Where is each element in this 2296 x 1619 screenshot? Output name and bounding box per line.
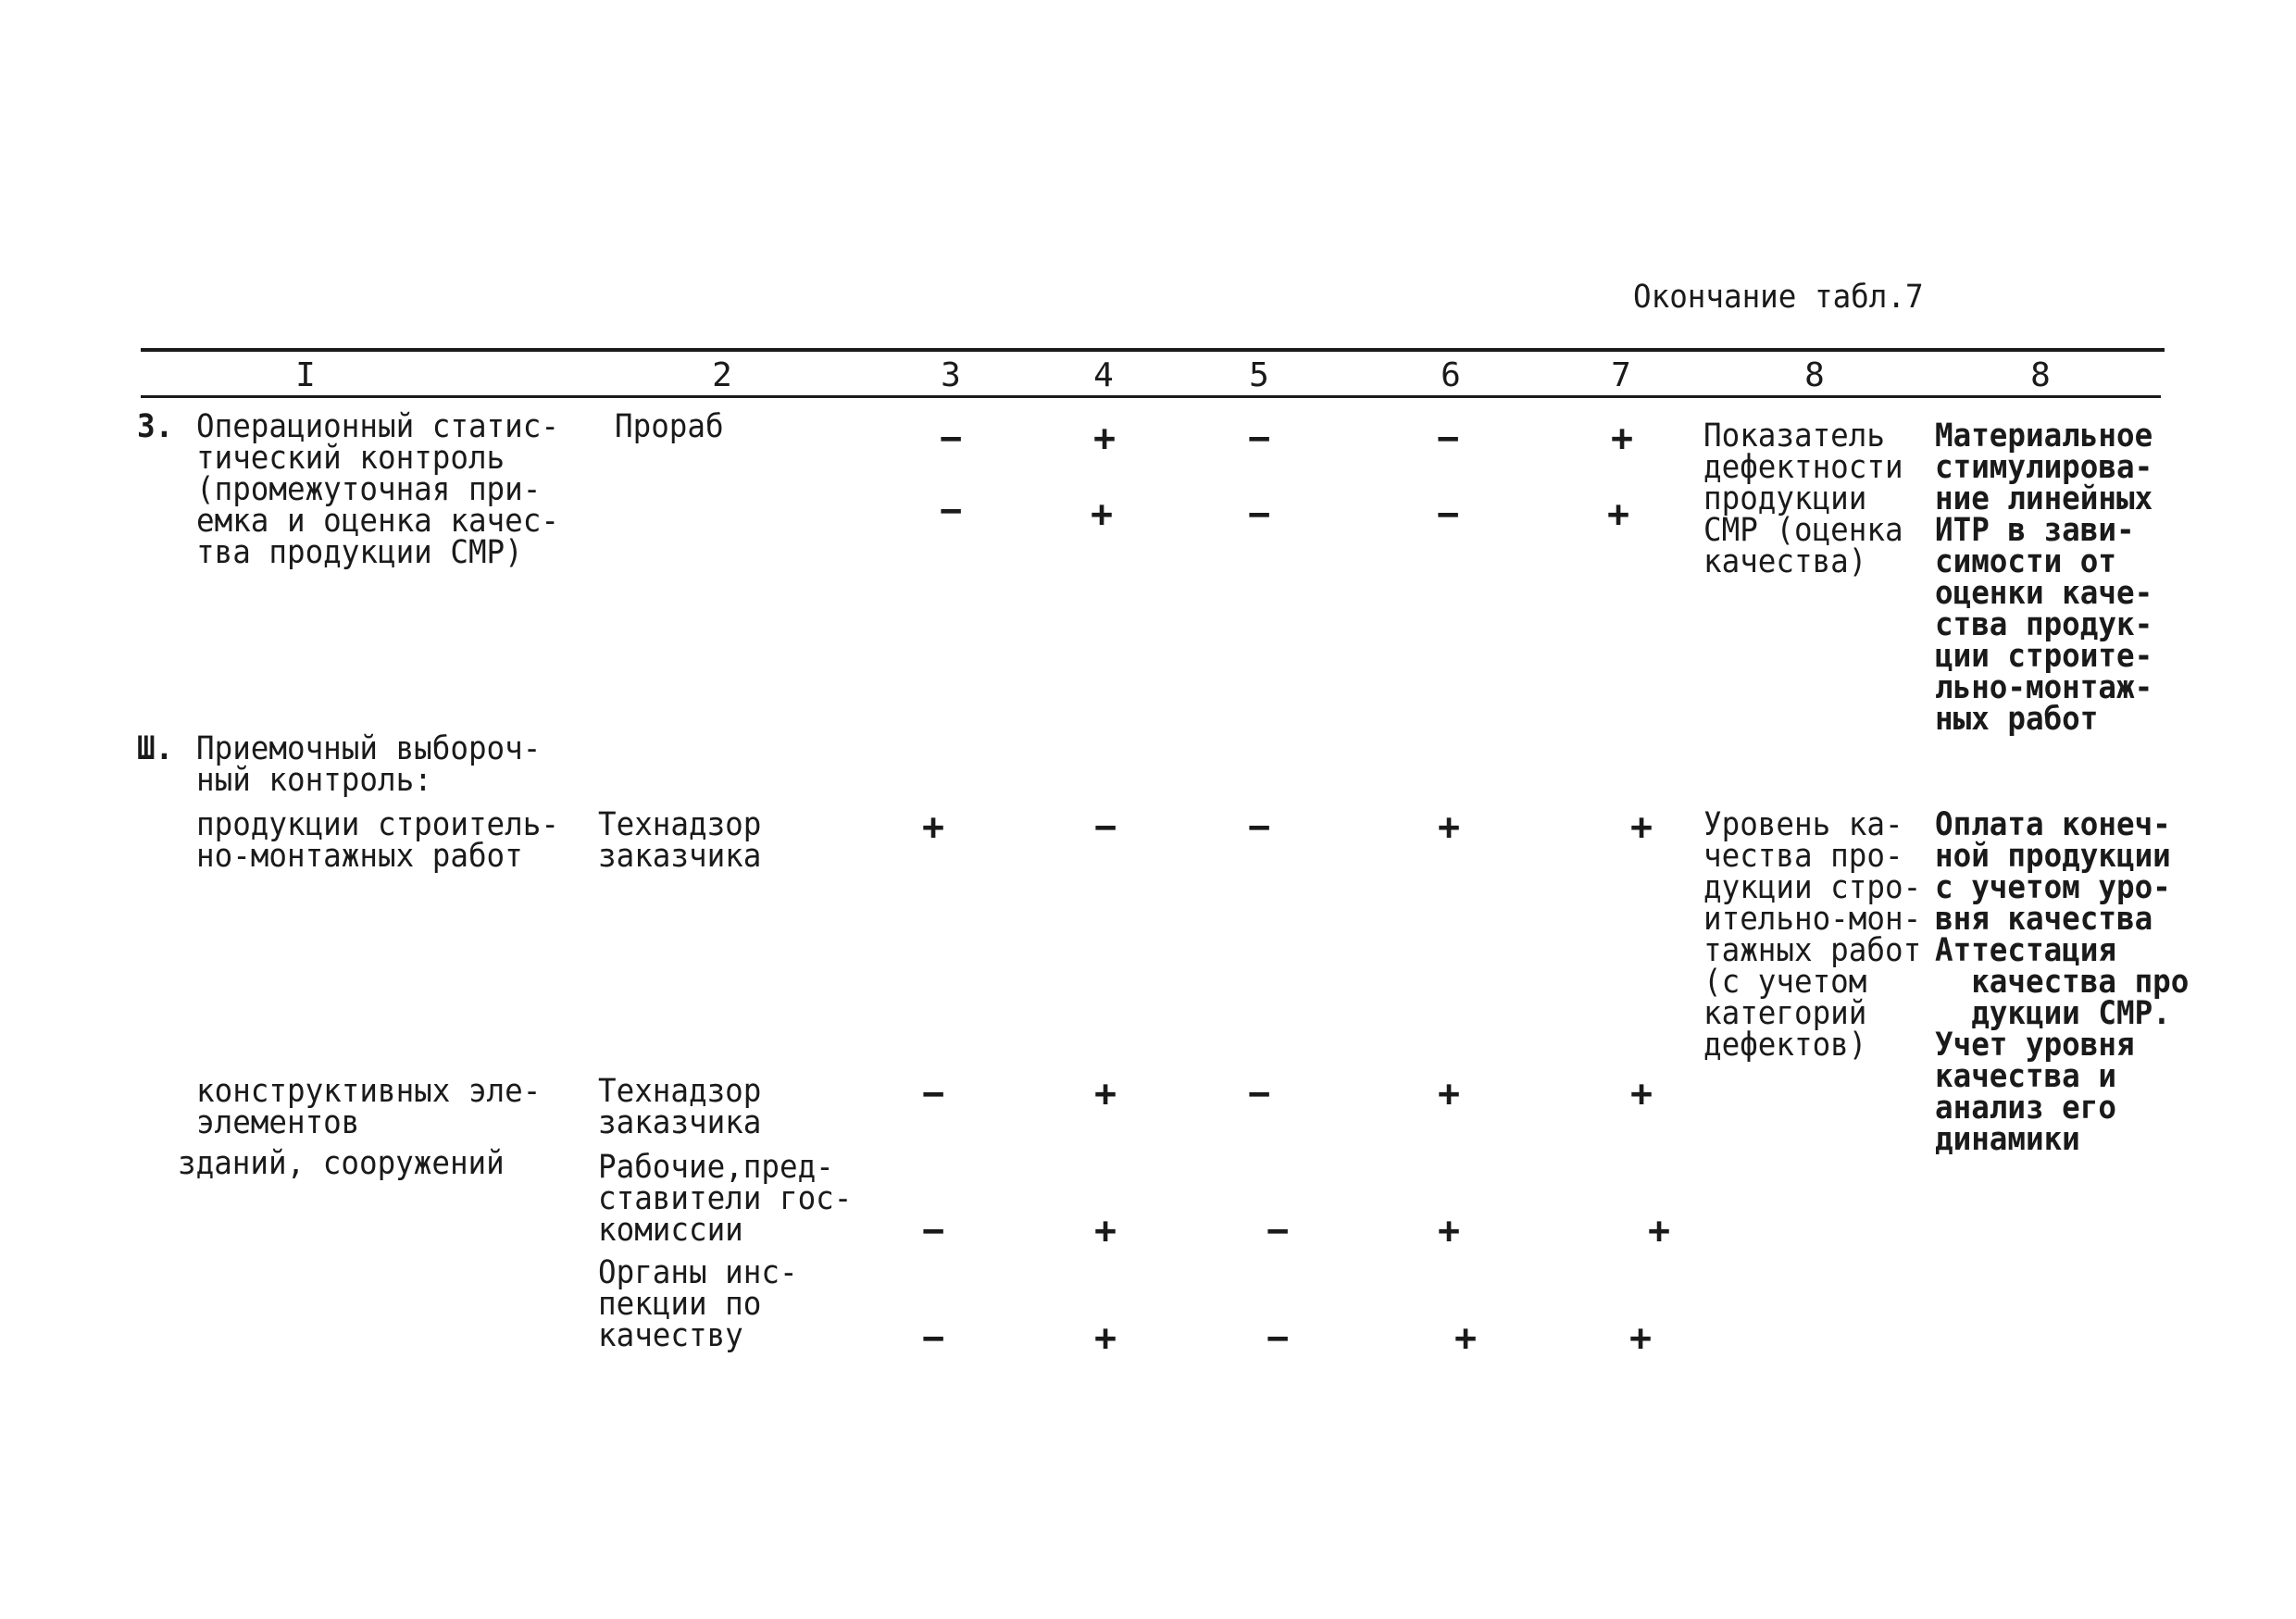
mark-r1-c7: + bbox=[1610, 417, 1634, 460]
header-top-rule bbox=[141, 348, 2165, 352]
mark-r2-c6: − bbox=[1436, 493, 1460, 536]
mark-r2-c5: − bbox=[1247, 493, 1271, 536]
table-caption: Окончание табл.7 bbox=[1633, 279, 1924, 316]
mark-s3-c4: + bbox=[1093, 1210, 1117, 1252]
mark-s1-c3: + bbox=[921, 806, 945, 849]
mark-r2-c7: + bbox=[1606, 493, 1630, 536]
mark-s4-c6: + bbox=[1454, 1317, 1478, 1360]
header-col-6: 6 bbox=[1441, 356, 1461, 394]
sub3-description: зданий, сооружений bbox=[178, 1145, 505, 1182]
mark-s1-c7: + bbox=[1629, 806, 1653, 849]
mark-r2-c4: + bbox=[1090, 493, 1114, 536]
mark-r1-c4: + bbox=[1092, 417, 1117, 460]
mark-s4-c5: − bbox=[1266, 1317, 1290, 1360]
mark-r1-c6: − bbox=[1436, 417, 1460, 460]
header-bottom-rule bbox=[141, 395, 2161, 398]
mark-s1-c6: + bbox=[1437, 806, 1461, 849]
mark-r1-c5: − bbox=[1247, 417, 1271, 460]
row-incentive: Материальное стимулирова- ние линейных ИТР в зави- симости от оценки каче- ства продук- ции строите- льно-монтаж- ных работ bbox=[1935, 417, 2153, 738]
section-indicator: Уровень ка- чества про- дукции стро- ительно-мон- тажных работ (с учетом категорий дефектов) bbox=[1703, 806, 1922, 1064]
mark-s2-c5: − bbox=[1247, 1073, 1271, 1115]
header-col-1: I bbox=[295, 356, 316, 394]
mark-s3-c5: − bbox=[1266, 1210, 1290, 1252]
mark-s3-c7: + bbox=[1647, 1210, 1671, 1252]
sub1-description: продукции строитель- но-монтажных работ bbox=[196, 806, 559, 875]
header-col-4: 4 bbox=[1093, 356, 1114, 394]
sub4-responsible: Органы инс- пекции по качеству bbox=[598, 1254, 798, 1354]
header-col-2: 2 bbox=[712, 356, 732, 394]
header-col-9: 8 bbox=[2030, 356, 2051, 394]
mark-s2-c7: + bbox=[1629, 1073, 1653, 1115]
mark-s3-c6: + bbox=[1437, 1210, 1461, 1252]
sub3-responsible: Рабочие,пред- ставители гос- комиссии bbox=[598, 1149, 853, 1249]
mark-r1-c3: − bbox=[939, 417, 963, 460]
header-col-5: 5 bbox=[1249, 356, 1269, 394]
row-responsible: Прораб bbox=[615, 408, 724, 445]
header-col-7: 7 bbox=[1611, 356, 1631, 394]
mark-s4-c3: − bbox=[921, 1317, 945, 1360]
row-indicator: Показатель дефектности продукции СМР (оценка качества) bbox=[1703, 417, 1903, 580]
header-col-8: 8 bbox=[1804, 356, 1825, 394]
sub2-description: конструктивных эле- элементов bbox=[196, 1073, 542, 1141]
mark-s1-c4: − bbox=[1093, 806, 1117, 849]
mark-s4-c7: + bbox=[1628, 1317, 1653, 1360]
sub1-responsible: Технадзор заказчика bbox=[598, 806, 762, 875]
row-number: 3. bbox=[137, 408, 174, 445]
section-title: Приемочный выбороч- ный контроль: bbox=[196, 730, 542, 799]
mark-r2-c3: − bbox=[939, 490, 963, 532]
row-description: Операционный статис- тический контроль (промежуточная при- емка и оценка качес- тва продукции СМР) bbox=[196, 408, 559, 571]
mark-s2-c3: − bbox=[921, 1073, 945, 1115]
mark-s3-c3: − bbox=[921, 1210, 945, 1252]
header-col-3: 3 bbox=[941, 356, 961, 394]
mark-s4-c4: + bbox=[1093, 1317, 1117, 1360]
sub2-responsible: Технадзор заказчика bbox=[598, 1073, 762, 1141]
section-incentive: Оплата конеч- ной продукции с учетом уро- вня качества Аттестация качества про дукции СМР. Учет уровня качества и анализ его динамики bbox=[1935, 806, 2190, 1158]
mark-s1-c5: − bbox=[1247, 806, 1271, 849]
mark-s2-c4: + bbox=[1093, 1073, 1117, 1115]
section-number: Ш. bbox=[137, 730, 174, 767]
mark-s2-c6: + bbox=[1437, 1073, 1461, 1115]
